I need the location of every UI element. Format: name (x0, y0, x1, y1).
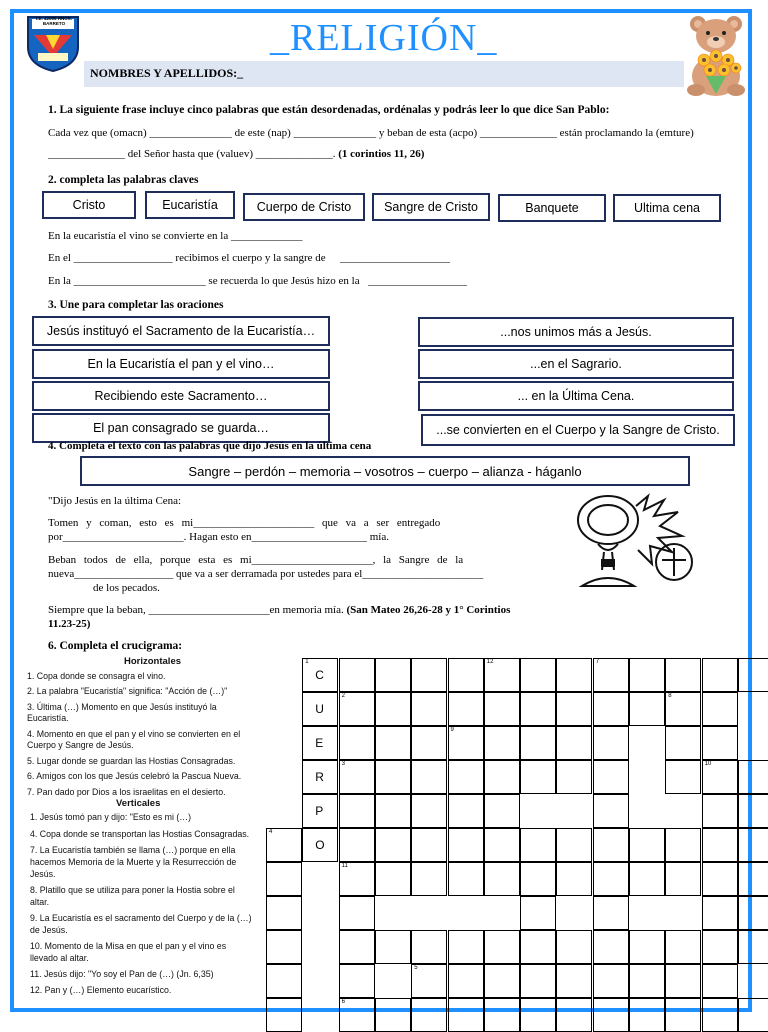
crossword-cell[interactable] (266, 896, 302, 930)
crossword-letter: O (315, 838, 325, 852)
crossword-cell[interactable] (702, 692, 738, 726)
crossword-cell[interactable] (302, 726, 338, 760)
crossword-number: 9 (450, 727, 454, 733)
crossword-cell[interactable] (339, 862, 375, 896)
crossword-number: 7 (595, 659, 600, 665)
crossword-cell[interactable] (593, 658, 629, 692)
crossword-cell[interactable] (448, 930, 484, 964)
crossword-cell[interactable] (448, 658, 484, 692)
match-right-3[interactable]: ... en la Última Cena. (418, 381, 734, 411)
crossword-cell[interactable] (520, 658, 556, 692)
verticales-title: Verticales (116, 798, 161, 809)
crossword-cell[interactable] (738, 896, 768, 930)
horizontal-clue-3: 3. Última (…) Momento en que Jesús instituyó la (27, 702, 217, 712)
match-right-4[interactable]: ...se convierten en el Cuerpo y la Sangre de Cristo. (421, 414, 735, 446)
crossword-cell[interactable] (411, 930, 447, 964)
crossword-cell[interactable] (556, 930, 592, 964)
crossword-cell[interactable] (484, 998, 520, 1032)
crossword-cell[interactable] (702, 658, 738, 692)
crossword-cell[interactable] (702, 862, 738, 896)
crossword-cell[interactable] (339, 828, 375, 862)
crossword-cell[interactable] (375, 794, 411, 828)
crossword-cell[interactable] (556, 760, 592, 794)
crossword-cell[interactable] (665, 930, 701, 964)
crossword-cell[interactable] (629, 658, 665, 692)
crossword-cell[interactable] (375, 726, 411, 760)
crossword-cell[interactable] (593, 896, 629, 930)
crossword-cell[interactable] (556, 964, 592, 998)
crossword-cell[interactable] (593, 692, 629, 726)
crossword-cell[interactable] (484, 794, 520, 828)
crossword-cell[interactable] (556, 862, 592, 896)
crossword-letter: E (315, 736, 324, 750)
q2-line1: En la eucaristía el vino se convierte en la _____________ (48, 230, 303, 242)
crossword-cell[interactable] (520, 726, 556, 760)
crossword-cell[interactable] (629, 828, 665, 862)
crossword-cell[interactable] (302, 828, 338, 862)
crossword-number: 5 (414, 965, 418, 971)
crossword-cell[interactable] (411, 998, 447, 1032)
crossword-cell[interactable] (738, 658, 768, 692)
q4-p2a: Beban todos de ella, porque esta es mi______________________, la Sangre de la (48, 554, 464, 566)
vertical-clue-11: 11. Jesús dijo: "Yo soy el Pan de (…) (Jn. 6,35) (30, 969, 214, 979)
q6-heading: 6. Completa el crucigrama: (48, 640, 183, 652)
crossword-cell[interactable] (629, 692, 665, 726)
word-box-banquete: Banquete (498, 194, 606, 222)
name-label: NOMBRES Y APELLIDOS:_ (90, 66, 244, 80)
crossword-cell[interactable] (375, 998, 411, 1032)
crossword-cell[interactable] (339, 726, 375, 760)
crossword-cell[interactable] (556, 726, 592, 760)
q2-line2a: En el __________________ recibimos el cuerpo y la sangre de (48, 252, 326, 264)
crossword-cell[interactable] (448, 794, 484, 828)
word-box-eucaristia: Eucaristía (145, 191, 235, 219)
q2-line3b: __________________ (368, 275, 467, 287)
crossword-cell[interactable] (629, 862, 665, 896)
logo-text: I.E. 42005 HNOS. BARRETO (35, 16, 73, 26)
match-right-2[interactable]: ...en el Sagrario. (418, 349, 734, 379)
q1-line2 (48, 148, 424, 160)
crossword-cell[interactable] (738, 930, 768, 964)
vertical-clue-7b: hacemos Memoria de la Muerte y la Resurrección de (30, 857, 237, 867)
crossword-cell[interactable] (448, 692, 484, 726)
vertical-clue-10b: llevado al altar. (30, 953, 89, 963)
q1-line1: Cada vez que (omacn) _______________ de este (nap) _______________ y beban de esta (acpo) ______________ están proclamando la (emture) (48, 127, 694, 139)
crossword-cell[interactable] (593, 794, 629, 828)
crossword-cell[interactable] (520, 964, 556, 998)
crossword-cell[interactable] (375, 692, 411, 726)
vertical-clue-1: 1. Jesús tomó pan y dijo: "Esto es mi (…) (30, 812, 192, 822)
name-field[interactable] (84, 61, 684, 87)
crossword-cell[interactable] (375, 760, 411, 794)
q1-line2-text: ______________ del Señor hasta que (valuev) ______________. (48, 148, 336, 160)
crossword-cell[interactable] (339, 930, 375, 964)
crossword-number: 8 (668, 693, 672, 699)
crossword-number: 3 (341, 761, 345, 767)
horizontal-clue-4: 4. Momento en que el pan y el vino se convierten en el (27, 729, 241, 739)
crossword-cell[interactable] (738, 794, 768, 828)
crossword-cell[interactable] (520, 862, 556, 896)
crossword-cell[interactable] (448, 760, 484, 794)
crossword-letter: U (315, 702, 324, 716)
horizontal-clue-4b: Cuerpo y Sangre de Jesús. (27, 740, 134, 750)
crossword-cell[interactable] (738, 998, 768, 1032)
word-box-sangre: Sangre de Cristo (372, 193, 490, 221)
q4-p1a: Tomen y coman, esto es mi______________________ que va a ser entregado (48, 517, 441, 529)
crossword-cell[interactable] (375, 828, 411, 862)
q4-p2c: de los pecados. (93, 582, 160, 594)
chalice-image (568, 486, 718, 602)
horizontal-clue-5: 5. Lugar donde se guardan las Hostias Consagradas. (27, 756, 236, 766)
crossword-number: 6 (341, 999, 345, 1005)
match-left-2[interactable]: En la Eucaristía el pan y el vino… (32, 349, 330, 379)
crossword-number: 2 (341, 693, 345, 699)
vertical-clue-7: 7. La Eucaristía también se llama (…) porque en ella (30, 845, 236, 855)
crossword-cell[interactable] (593, 998, 629, 1032)
crossword-cell[interactable] (484, 760, 520, 794)
vertical-clue-10: 10. Momento de la Misa en que el pan y el vino es (30, 941, 227, 951)
crossword-cell[interactable] (484, 726, 520, 760)
q2-line3a: En la ________________________ se recuerda lo que Jesús hizo en la (48, 275, 360, 287)
crossword-cell[interactable] (520, 930, 556, 964)
word-box-cristo: Cristo (42, 191, 136, 219)
crossword-cell[interactable] (302, 658, 338, 692)
crossword-cell[interactable] (448, 964, 484, 998)
vertical-clue-12: 12. Pan y (…) Elemento eucarístico. (30, 985, 172, 995)
crossword-cell[interactable] (520, 896, 556, 930)
crossword-cell[interactable] (339, 896, 375, 930)
crossword-number: 12 (486, 659, 494, 665)
crossword-cell[interactable] (702, 726, 738, 760)
word-box-ultima-cena: Ultima cena (613, 194, 721, 222)
crossword-cell[interactable] (448, 862, 484, 896)
crossword-cell[interactable] (629, 998, 665, 1032)
q4-intro: "Dijo Jesús en la última Cena: (48, 495, 182, 507)
crossword-number: 4 (269, 829, 273, 835)
crossword-cell[interactable] (339, 658, 375, 692)
crossword-cell[interactable] (266, 964, 302, 998)
crossword-cell[interactable] (484, 862, 520, 896)
crossword-number: 10 (704, 761, 712, 767)
crossword-cell[interactable] (593, 828, 629, 862)
crossword-cell[interactable] (556, 828, 592, 862)
crossword-cell[interactable] (411, 692, 447, 726)
crossword-cell[interactable] (738, 760, 768, 794)
crossword-letter: P (315, 804, 324, 818)
q3-heading: 3. Une para completar las oraciones (48, 299, 224, 311)
crossword-cell[interactable] (339, 998, 375, 1032)
crossword-letter: R (315, 770, 324, 784)
crossword-cell[interactable] (702, 930, 738, 964)
crossword-cell[interactable] (375, 930, 411, 964)
crossword-cell[interactable] (702, 794, 738, 828)
match-right-1[interactable]: ...nos unimos más a Jesús. (418, 317, 734, 347)
crossword-cell[interactable] (339, 794, 375, 828)
crossword-cell[interactable] (375, 658, 411, 692)
crossword-cell[interactable] (665, 862, 701, 896)
crossword-cell[interactable] (593, 930, 629, 964)
match-left-3[interactable]: Recibiendo este Sacramento… (32, 381, 330, 411)
crossword-cell[interactable] (665, 998, 701, 1032)
crossword-cell[interactable] (484, 964, 520, 998)
crossword-cell[interactable] (738, 862, 768, 896)
horizontal-clue-7: 7. Pan dado por Dios a los israelitas en el desierto. (27, 787, 226, 797)
crossword-cell[interactable] (738, 828, 768, 862)
horizontal-clue-2: 2. La palabra "Eucaristía" significa: "Acción de (…)" (27, 686, 228, 696)
crossword-cell[interactable] (520, 760, 556, 794)
crossword-cell[interactable] (484, 692, 520, 726)
crossword-cell[interactable] (665, 692, 701, 726)
page-title: _RELIGIÓN_ (270, 17, 498, 59)
crossword-cell[interactable] (302, 794, 338, 828)
crossword-cell[interactable] (411, 964, 447, 998)
crossword-cell[interactable] (665, 964, 701, 998)
vertical-clue-8: 8. Platillo que se utiliza para poner la Hostia sobre el (30, 885, 235, 895)
crossword-cell[interactable] (593, 964, 629, 998)
crossword-cell[interactable] (556, 658, 592, 692)
q4-heading: 4. Completa el texto con las palabras que dijo Jesús en la última cena (48, 440, 372, 452)
crossword-cell[interactable] (702, 896, 738, 930)
crossword-cell[interactable] (266, 998, 302, 1032)
crossword-cell[interactable] (339, 760, 375, 794)
q2-line2b: ____________________ (340, 252, 450, 264)
crossword-cell[interactable] (629, 964, 665, 998)
crossword-cell[interactable] (556, 998, 592, 1032)
crossword-cell[interactable] (702, 998, 738, 1032)
match-left-4[interactable]: El pan consagrado se guarda… (32, 413, 330, 443)
crossword-cell[interactable] (302, 760, 338, 794)
crossword-cell[interactable] (411, 760, 447, 794)
horizontales-title: Horizontales (124, 656, 182, 667)
crossword-cell[interactable] (665, 760, 701, 794)
crossword-cell[interactable] (448, 828, 484, 862)
crossword-cell[interactable] (448, 998, 484, 1032)
crossword-cell[interactable] (339, 692, 375, 726)
vertical-clue-7c: Jesús. (30, 869, 56, 879)
crossword-cell[interactable] (302, 692, 338, 726)
crossword-cell[interactable] (593, 726, 629, 760)
crossword-cell[interactable] (411, 658, 447, 692)
q4-p3 (48, 604, 510, 616)
crossword-cell[interactable] (411, 862, 447, 896)
vertical-clue-8b: altar. (30, 897, 50, 907)
crossword-cell[interactable] (520, 828, 556, 862)
crossword-cell[interactable] (411, 726, 447, 760)
crossword-number: 1 (305, 659, 309, 665)
crossword-cell[interactable] (411, 794, 447, 828)
crossword-cell[interactable] (665, 658, 701, 692)
crossword-cell[interactable] (702, 760, 738, 794)
q4-p2b: nueva__________________ que va a ser derramada por ustedes para el______________________ (48, 568, 484, 580)
crossword-letter: C (315, 668, 324, 682)
crossword-cell[interactable] (411, 828, 447, 862)
crossword-cell[interactable] (520, 692, 556, 726)
horizontal-clue-1: 1. Copa donde se consagra el vino. (27, 671, 166, 681)
q4-p3b: (San Mateo 26,26-28 y 1° Corintios (346, 604, 511, 616)
q4-word-bank: Sangre – perdón – memoria – vosotros – cuerpo – alianza - háganlo (80, 456, 690, 486)
horizontal-clue-6: 6. Amigos con los que Jesús celebró la Pascua Nueva. (27, 771, 242, 781)
crossword-cell[interactable] (484, 828, 520, 862)
crossword-cell[interactable] (665, 828, 701, 862)
crossword-cell[interactable] (484, 930, 520, 964)
q4-p1b: por______________________. Hagan esto en_____________________ mía. (48, 531, 389, 543)
match-left-1[interactable]: Jesús instituyó el Sacramento de la Eucaristía… (32, 316, 330, 346)
crossword-cell[interactable] (266, 930, 302, 964)
crossword-cell[interactable] (702, 964, 738, 998)
crossword-cell[interactable] (266, 862, 302, 896)
vertical-clue-9b: de Jesús. (30, 925, 68, 935)
q4-p3a: Siempre que la beban, ______________________en memoria mía. (48, 604, 344, 616)
crossword-cell[interactable] (702, 828, 738, 862)
q1-reference: (1 corintios 11, 26) (338, 148, 425, 160)
vertical-clue-9: 9. La Eucaristía es el sacramento del Cuerpo y de la (…) (30, 913, 252, 923)
word-box-cuerpo: Cuerpo de Cristo (243, 193, 365, 221)
crossword-number: 11 (341, 863, 348, 869)
teddy-bear-image (684, 12, 748, 96)
q2-heading: 2. completa las palabras claves (48, 174, 199, 186)
crossword-cell[interactable] (593, 862, 629, 896)
crossword-cell[interactable] (266, 828, 302, 862)
crossword-cell[interactable] (484, 658, 520, 692)
crossword-cell[interactable] (448, 726, 484, 760)
crossword-cell[interactable] (593, 760, 629, 794)
crossword-cell[interactable] (520, 998, 556, 1032)
crossword-cell[interactable] (629, 930, 665, 964)
vertical-clue-4: 4. Copa donde se transportan las Hostias Consagradas. (30, 829, 250, 839)
crossword-cell[interactable] (339, 964, 375, 998)
q4-p3c: 11.23-25) (48, 618, 91, 630)
crossword-cell[interactable] (556, 692, 592, 726)
q1-heading: 1. La siguiente frase incluye cinco palabras que están desordenadas, ordénalas y podrás leer lo que dice San Pablo: (48, 104, 610, 116)
crossword-cell[interactable] (375, 862, 411, 896)
horizontal-clue-3b: Eucaristía. (27, 713, 69, 723)
crossword-cell[interactable] (665, 726, 701, 760)
